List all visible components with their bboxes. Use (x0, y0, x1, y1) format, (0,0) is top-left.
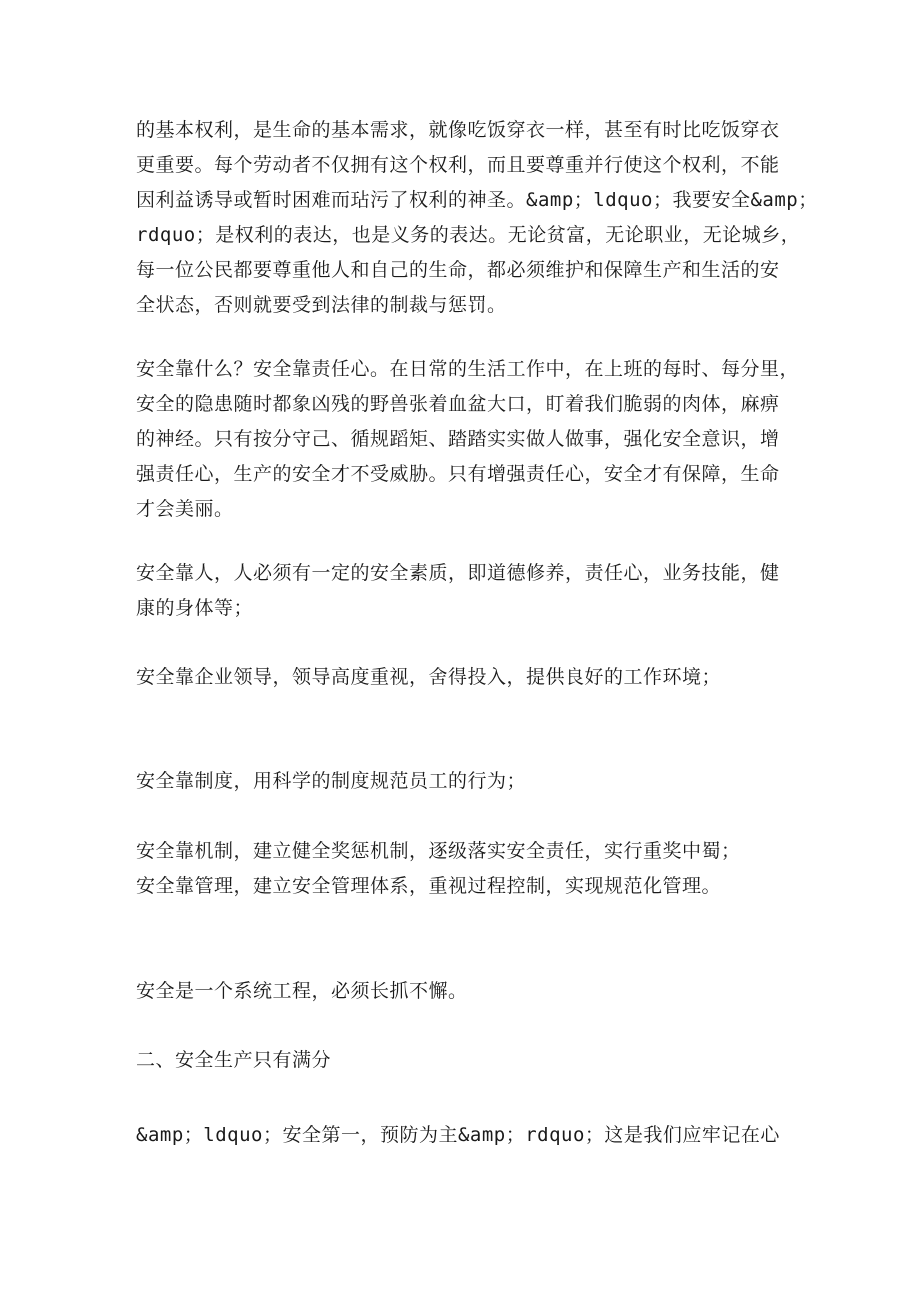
text-line: 安全靠管理，建立安全管理体系，重视过程控制，实现规范化管理。 (136, 875, 722, 897)
text-line: 每一位公民都要尊重他人和自己的生命，都必须维护和保障生产和生活的安 (136, 259, 780, 281)
text-line: 安全靠人，人必须有一定的安全素质，即道德修养，责任心，业务技能，健 (136, 562, 780, 584)
text-line: 康的身体等； (136, 597, 254, 619)
text-line: &amp；ldquo；安全第一，预防为主&amp；rdquo；这是我们应牢记在心 (136, 1124, 780, 1146)
text-line: rdquo；是权利的表达，也是义务的表达。无论贫富，无论职业，无论城乡， (136, 224, 801, 246)
text-line: 安全靠制度，用科学的制度规范员工的行为； (136, 770, 527, 792)
text-line: 才会美丽。 (136, 498, 234, 520)
text-line: 安全靠机制，建立健全奖惩机制，逐级落实安全责任，实行重奖中蜀； (136, 840, 741, 862)
text-line: 的神经。只有按分守己、循规蹈矩、踏踏实实做人做事，强化安全意识，增 (136, 428, 780, 450)
text-line: 全状态，否则就要受到法律的制裁与惩罚。 (136, 294, 507, 316)
text-line: 的基本权利，是生命的基本需求，就像吃饭穿衣一样，甚至有时比吃饭穿衣 (136, 119, 780, 141)
text-line: 因利益诱导或暂时困难而玷污了权利的神圣。&amp；ldquo；我要安全&amp； (136, 189, 818, 211)
text-line: 安全靠企业领导，领导高度重视，舍得投入，提供良好的工作环境； (136, 666, 722, 688)
text-line: 强责任心，生产的安全才不受威胁。只有增强责任心，安全才有保障，生命 (136, 463, 780, 485)
text-line: 更重要。每个劳动者不仅拥有这个权利，而且要尊重并行使这个权利，不能 (136, 154, 780, 176)
section-heading: 二、安全生产只有满分 (136, 1049, 332, 1071)
text-line: 安全的隐患随时都象凶残的野兽张着血盆大口，盯着我们脆弱的肉体，麻痹 (136, 393, 780, 415)
text-line: 安全靠什么？安全靠责任心。在日常的生活工作中，在上班的每时、每分里， (136, 358, 800, 380)
text-line: 安全是一个系统工程，必须长抓不懈。 (136, 980, 468, 1002)
